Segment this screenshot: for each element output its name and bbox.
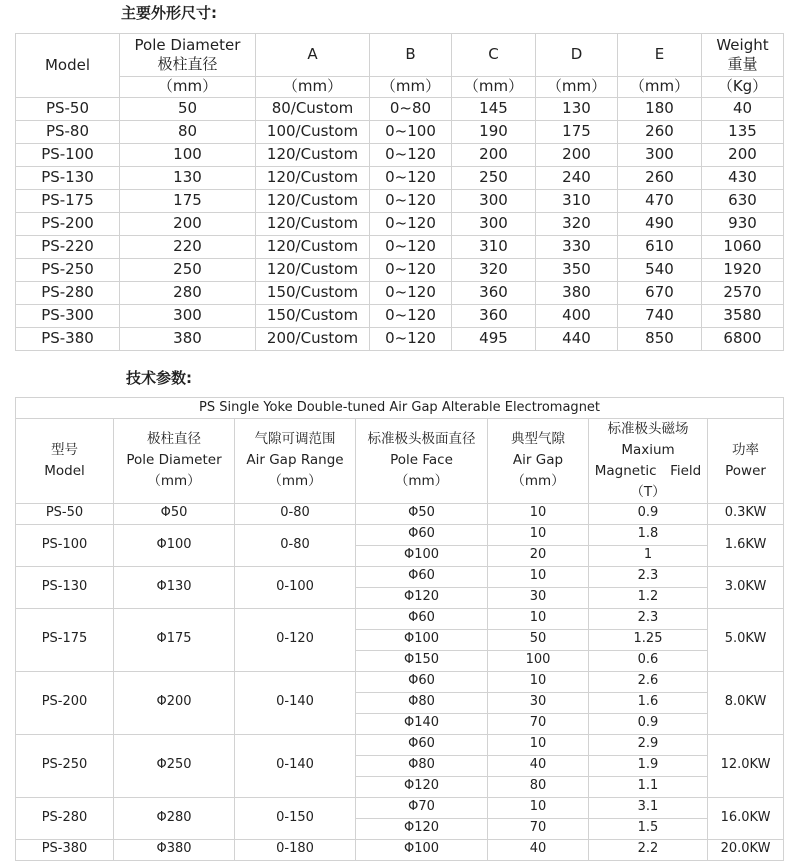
dim-table-cell: 380 bbox=[120, 328, 256, 351]
dim-table-row bbox=[16, 305, 784, 328]
dim-table-cell: PS-220 bbox=[16, 236, 120, 259]
param-gap-cell: 10 bbox=[488, 566, 589, 587]
param-field-cell: 2.2 bbox=[589, 839, 708, 860]
param-pole-cell: Φ380 bbox=[114, 839, 235, 860]
dim-table-cell: 0~80 bbox=[370, 98, 452, 121]
dim-table-cell: 300 bbox=[452, 213, 536, 236]
dim-table-cell: 360 bbox=[452, 305, 536, 328]
parameters-table bbox=[15, 397, 784, 861]
param-table-row bbox=[16, 734, 784, 755]
param-field-cell: 2.3 bbox=[589, 608, 708, 629]
dim-table-row bbox=[16, 282, 784, 305]
dim-table-cell: 150/Custom bbox=[256, 305, 370, 328]
dim-table-cell: 6800 bbox=[702, 328, 784, 351]
parameters-heading: 技术参数: bbox=[126, 369, 192, 387]
param-field-cell: 1.25 bbox=[589, 629, 708, 650]
param-field-cell: 1 bbox=[589, 545, 708, 566]
param-power-cell: 16.0KW bbox=[708, 797, 784, 839]
dim-table-cell: PS-80 bbox=[16, 121, 120, 144]
param-table-row bbox=[16, 671, 784, 692]
dim-table-cell: 250 bbox=[452, 167, 536, 190]
param-gap-cell: 100 bbox=[488, 650, 589, 671]
dim-table-cell: 200 bbox=[702, 144, 784, 167]
dim-table-cell: 300 bbox=[452, 190, 536, 213]
param-pole-cell: Φ200 bbox=[114, 671, 235, 734]
param-face-cell: Φ150 bbox=[356, 650, 488, 671]
dim-table-row bbox=[16, 144, 784, 167]
param-field-cell: 1.9 bbox=[589, 755, 708, 776]
dim-table-cell: 310 bbox=[452, 236, 536, 259]
dim-header-cn-label: 极柱直径 bbox=[157, 55, 218, 73]
param-gap-cell: 30 bbox=[488, 692, 589, 713]
dim-header-cell bbox=[256, 34, 370, 77]
param-power-cell: 12.0KW bbox=[708, 734, 784, 797]
param-pole-cell: Φ280 bbox=[114, 797, 235, 839]
param-face-cell: Φ60 bbox=[356, 566, 488, 587]
param-face-cell: Φ120 bbox=[356, 587, 488, 608]
dim-table-cell: 260 bbox=[618, 121, 702, 144]
dim-table-cell: 260 bbox=[618, 167, 702, 190]
dim-table-cell: 120/Custom bbox=[256, 144, 370, 167]
dim-table-cell: 40 bbox=[702, 98, 784, 121]
param-model-cell: PS-130 bbox=[16, 566, 114, 608]
dim-table-cell: PS-50 bbox=[16, 98, 120, 121]
dim-table-cell: 310 bbox=[536, 190, 618, 213]
param-header-line: （mm） bbox=[511, 473, 565, 490]
dim-table-cell: PS-380 bbox=[16, 328, 120, 351]
dim-table-cell: 0~120 bbox=[370, 328, 452, 351]
dimensions-table bbox=[15, 33, 784, 351]
param-face-cell: Φ50 bbox=[356, 503, 488, 524]
dim-table-cell: 0~120 bbox=[370, 236, 452, 259]
param-face-cell: Φ100 bbox=[356, 629, 488, 650]
dim-header-cell bbox=[618, 34, 702, 77]
param-header-line: （mm） bbox=[147, 473, 201, 490]
param-face-cell: Φ140 bbox=[356, 713, 488, 734]
dim-table-cell: 240 bbox=[536, 167, 618, 190]
dim-table-cell: 135 bbox=[702, 121, 784, 144]
param-range-cell: 0-150 bbox=[235, 797, 356, 839]
param-model-cell: PS-280 bbox=[16, 797, 114, 839]
dim-unit-cell: （mm） bbox=[256, 77, 370, 98]
dim-table-cell: 120/Custom bbox=[256, 190, 370, 213]
param-header-cell bbox=[114, 419, 235, 504]
dim-unit-cell: （mm） bbox=[370, 77, 452, 98]
dim-table-cell: 80 bbox=[120, 121, 256, 144]
param-power-cell: 5.0KW bbox=[708, 608, 784, 671]
param-face-cell: Φ120 bbox=[356, 776, 488, 797]
dim-table-cell: 360 bbox=[452, 282, 536, 305]
param-table-row bbox=[16, 503, 784, 524]
dim-table-cell: 145 bbox=[452, 98, 536, 121]
param-header-line: 极柱直径 bbox=[147, 431, 201, 448]
param-table-row bbox=[16, 566, 784, 587]
param-range-cell: 0-140 bbox=[235, 671, 356, 734]
dim-unit-cell: （mm） bbox=[618, 77, 702, 98]
param-header-line: Power bbox=[725, 462, 766, 479]
param-header-line: （mm） bbox=[268, 473, 322, 490]
dim-table-cell: 120/Custom bbox=[256, 213, 370, 236]
param-power-cell: 8.0KW bbox=[708, 671, 784, 734]
dim-table-cell: 300 bbox=[618, 144, 702, 167]
param-gap-cell: 10 bbox=[488, 608, 589, 629]
dim-table-row bbox=[16, 328, 784, 351]
param-header-line: Air Gap Range bbox=[246, 452, 344, 469]
dim-table-cell: 610 bbox=[618, 236, 702, 259]
param-pole-cell: Φ250 bbox=[114, 734, 235, 797]
dim-table-cell: 1920 bbox=[702, 259, 784, 282]
param-header-line: 典型气隙 bbox=[511, 431, 565, 448]
dim-table-cell: PS-200 bbox=[16, 213, 120, 236]
param-header-line: （T） bbox=[630, 483, 666, 500]
dim-header-label: Model bbox=[44, 55, 91, 74]
dim-table-cell: 630 bbox=[702, 190, 784, 213]
param-header-line: 标准极头极面直径 bbox=[367, 431, 476, 448]
param-header-cell bbox=[356, 419, 488, 504]
param-pole-cell: Φ175 bbox=[114, 608, 235, 671]
dim-table-cell: 300 bbox=[120, 305, 256, 328]
dim-header-label: D bbox=[570, 45, 583, 64]
dim-table-cell: 490 bbox=[618, 213, 702, 236]
param-gap-cell: 20 bbox=[488, 545, 589, 566]
dim-header-label: E bbox=[654, 45, 665, 64]
dim-table-row bbox=[16, 236, 784, 259]
dim-table-cell: PS-130 bbox=[16, 167, 120, 190]
dim-table-cell: 320 bbox=[452, 259, 536, 282]
param-table-row bbox=[16, 608, 784, 629]
dim-table-cell: 175 bbox=[120, 190, 256, 213]
dim-unit-cell: （mm） bbox=[452, 77, 536, 98]
param-header-line: Magnetic Field bbox=[594, 462, 702, 479]
dim-table-cell: 0~100 bbox=[370, 121, 452, 144]
param-gap-cell: 40 bbox=[488, 755, 589, 776]
dim-table-cell: 400 bbox=[536, 305, 618, 328]
param-face-cell: Φ80 bbox=[356, 692, 488, 713]
param-model-cell: PS-380 bbox=[16, 839, 114, 860]
param-model-cell: PS-50 bbox=[16, 503, 114, 524]
dim-header-cell bbox=[370, 34, 452, 77]
param-power-cell: 3.0KW bbox=[708, 566, 784, 608]
dim-table-cell: 150/Custom bbox=[256, 282, 370, 305]
param-field-cell: 0.9 bbox=[589, 503, 708, 524]
dim-table-cell: 120/Custom bbox=[256, 167, 370, 190]
dim-table-cell: 0~120 bbox=[370, 305, 452, 328]
param-table-row bbox=[16, 524, 784, 545]
dim-table-cell: 430 bbox=[702, 167, 784, 190]
param-gap-cell: 70 bbox=[488, 818, 589, 839]
dim-header-row bbox=[16, 34, 784, 77]
dim-table-cell: 0~120 bbox=[370, 282, 452, 305]
dim-table-cell: 470 bbox=[618, 190, 702, 213]
dim-header-label: C bbox=[488, 45, 499, 64]
dim-table-cell: 0~120 bbox=[370, 190, 452, 213]
dim-table-cell: 100 bbox=[120, 144, 256, 167]
dim-header-cn-label: 重量 bbox=[727, 55, 758, 73]
param-face-cell: Φ100 bbox=[356, 839, 488, 860]
param-gap-cell: 30 bbox=[488, 587, 589, 608]
dim-table-cell: 200/Custom bbox=[256, 328, 370, 351]
param-face-cell: Φ80 bbox=[356, 755, 488, 776]
dim-header-cell bbox=[16, 34, 120, 98]
param-gap-cell: 40 bbox=[488, 839, 589, 860]
param-range-cell: 0-80 bbox=[235, 524, 356, 566]
dim-table-cell: 495 bbox=[452, 328, 536, 351]
dim-header-label: Pole Diameter bbox=[134, 35, 241, 54]
dim-table-cell: 380 bbox=[536, 282, 618, 305]
dim-table-cell: 540 bbox=[618, 259, 702, 282]
param-field-cell: 2.9 bbox=[589, 734, 708, 755]
param-face-cell: Φ60 bbox=[356, 524, 488, 545]
param-header-cell bbox=[589, 419, 708, 504]
param-gap-cell: 50 bbox=[488, 629, 589, 650]
dim-header-cell bbox=[702, 34, 784, 77]
param-gap-cell: 10 bbox=[488, 503, 589, 524]
param-header-line: 型号 bbox=[51, 441, 78, 458]
dim-header-label: B bbox=[405, 45, 416, 64]
param-range-cell: 0-120 bbox=[235, 608, 356, 671]
dim-table-row bbox=[16, 167, 784, 190]
param-pole-cell: Φ130 bbox=[114, 566, 235, 608]
dim-header-label: A bbox=[307, 45, 318, 64]
dim-table-cell: 2570 bbox=[702, 282, 784, 305]
param-header-line: Pole Diameter bbox=[126, 452, 222, 469]
param-range-cell: 0-100 bbox=[235, 566, 356, 608]
param-power-cell: 0.3KW bbox=[708, 503, 784, 524]
param-face-cell: Φ70 bbox=[356, 797, 488, 818]
dim-table-cell: PS-300 bbox=[16, 305, 120, 328]
dim-table-cell: 130 bbox=[536, 98, 618, 121]
param-face-cell: Φ60 bbox=[356, 734, 488, 755]
param-range-cell: 0-180 bbox=[235, 839, 356, 860]
dim-unit-row bbox=[16, 77, 784, 98]
dim-table-cell: PS-175 bbox=[16, 190, 120, 213]
param-field-cell: 1.6 bbox=[589, 692, 708, 713]
dim-table-cell: 120/Custom bbox=[256, 259, 370, 282]
param-header-line: Maxium bbox=[621, 441, 675, 458]
param-table-row bbox=[16, 839, 784, 860]
dim-table-cell: 0~120 bbox=[370, 167, 452, 190]
dim-table-cell: PS-250 bbox=[16, 259, 120, 282]
param-pole-cell: Φ100 bbox=[114, 524, 235, 566]
param-field-cell: 1.5 bbox=[589, 818, 708, 839]
param-range-cell: 0-140 bbox=[235, 734, 356, 797]
param-header-line: Model bbox=[44, 462, 85, 479]
param-face-cell: Φ120 bbox=[356, 818, 488, 839]
param-field-cell: 0.9 bbox=[589, 713, 708, 734]
param-gap-cell: 70 bbox=[488, 713, 589, 734]
dim-unit-cell: （mm） bbox=[120, 77, 256, 98]
dim-table-cell: 220 bbox=[120, 236, 256, 259]
dim-table-cell: 930 bbox=[702, 213, 784, 236]
param-table-row bbox=[16, 797, 784, 818]
param-field-cell: 3.1 bbox=[589, 797, 708, 818]
param-face-cell: Φ60 bbox=[356, 608, 488, 629]
dim-table-row bbox=[16, 121, 784, 144]
dim-unit-cell: （Kg） bbox=[702, 77, 784, 98]
param-model-cell: PS-250 bbox=[16, 734, 114, 797]
dim-table-cell: 50 bbox=[120, 98, 256, 121]
dim-table-cell: 320 bbox=[536, 213, 618, 236]
param-face-cell: Φ60 bbox=[356, 671, 488, 692]
param-table-caption: PS Single Yoke Double-tuned Air Gap Alterable Electromagnet bbox=[16, 398, 784, 419]
dim-table-row bbox=[16, 213, 784, 236]
param-field-cell: 0.6 bbox=[589, 650, 708, 671]
param-model-cell: PS-175 bbox=[16, 608, 114, 671]
dim-table-cell: 175 bbox=[536, 121, 618, 144]
param-gap-cell: 10 bbox=[488, 524, 589, 545]
param-header-line: （mm） bbox=[394, 473, 449, 490]
param-power-cell: 20.0KW bbox=[708, 839, 784, 860]
param-gap-cell: 10 bbox=[488, 797, 589, 818]
param-face-cell: Φ100 bbox=[356, 545, 488, 566]
dim-table-cell: 200 bbox=[536, 144, 618, 167]
dim-table-cell: 350 bbox=[536, 259, 618, 282]
param-field-cell: 2.3 bbox=[589, 566, 708, 587]
param-field-cell: 1.1 bbox=[589, 776, 708, 797]
dim-table-cell: 330 bbox=[536, 236, 618, 259]
dim-table-cell: 3580 bbox=[702, 305, 784, 328]
dim-table-cell: 200 bbox=[452, 144, 536, 167]
dim-table-cell: 190 bbox=[452, 121, 536, 144]
dim-table-cell: 130 bbox=[120, 167, 256, 190]
dim-header-cell bbox=[536, 34, 618, 77]
param-model-cell: PS-200 bbox=[16, 671, 114, 734]
dimensions-heading: 主要外形尺寸: bbox=[121, 4, 217, 22]
dim-table-cell: 850 bbox=[618, 328, 702, 351]
dim-table-cell: 740 bbox=[618, 305, 702, 328]
param-header-cell bbox=[708, 419, 784, 504]
param-header-cell bbox=[488, 419, 589, 504]
dim-table-cell: 100/Custom bbox=[256, 121, 370, 144]
param-header-line: 标准极头磁场 bbox=[607, 421, 689, 437]
dim-header-cell bbox=[120, 34, 256, 77]
param-gap-cell: 80 bbox=[488, 776, 589, 797]
dim-header-label: Weight bbox=[716, 35, 769, 54]
dim-unit-cell: （mm） bbox=[536, 77, 618, 98]
dim-table-cell: 120/Custom bbox=[256, 236, 370, 259]
param-power-cell: 1.6KW bbox=[708, 524, 784, 566]
dim-table-row bbox=[16, 259, 784, 282]
dim-table-cell: 0~120 bbox=[370, 144, 452, 167]
dim-table-cell: 250 bbox=[120, 259, 256, 282]
dim-header-cell bbox=[452, 34, 536, 77]
dim-table-cell: 200 bbox=[120, 213, 256, 236]
dim-table-cell: 180 bbox=[618, 98, 702, 121]
dim-table-row bbox=[16, 190, 784, 213]
dim-table-cell: 280 bbox=[120, 282, 256, 305]
dim-table-cell: 440 bbox=[536, 328, 618, 351]
param-header-row bbox=[16, 419, 784, 504]
dim-table-cell: 670 bbox=[618, 282, 702, 305]
param-header-line: Pole Face bbox=[390, 452, 453, 469]
dim-table-cell: PS-100 bbox=[16, 144, 120, 167]
dim-table-cell: 80/Custom bbox=[256, 98, 370, 121]
param-range-cell: 0-80 bbox=[235, 503, 356, 524]
param-header-line: 功率 bbox=[732, 441, 760, 458]
param-caption-row bbox=[16, 398, 784, 419]
dim-table-cell: 0~120 bbox=[370, 213, 452, 236]
param-header-line: 气隙可调范围 bbox=[254, 431, 336, 448]
param-gap-cell: 10 bbox=[488, 671, 589, 692]
dim-table-cell: 1060 bbox=[702, 236, 784, 259]
param-pole-cell: Φ50 bbox=[114, 503, 235, 524]
param-header-line: Air Gap bbox=[512, 452, 564, 469]
param-model-cell: PS-100 bbox=[16, 524, 114, 566]
dim-table-cell: 0~120 bbox=[370, 259, 452, 282]
dim-table-row bbox=[16, 98, 784, 121]
param-header-cell bbox=[16, 419, 114, 504]
param-gap-cell: 10 bbox=[488, 734, 589, 755]
param-field-cell: 1.8 bbox=[589, 524, 708, 545]
param-field-cell: 2.6 bbox=[589, 671, 708, 692]
param-header-cell bbox=[235, 419, 356, 504]
dim-table-cell: PS-280 bbox=[16, 282, 120, 305]
param-field-cell: 1.2 bbox=[589, 587, 708, 608]
